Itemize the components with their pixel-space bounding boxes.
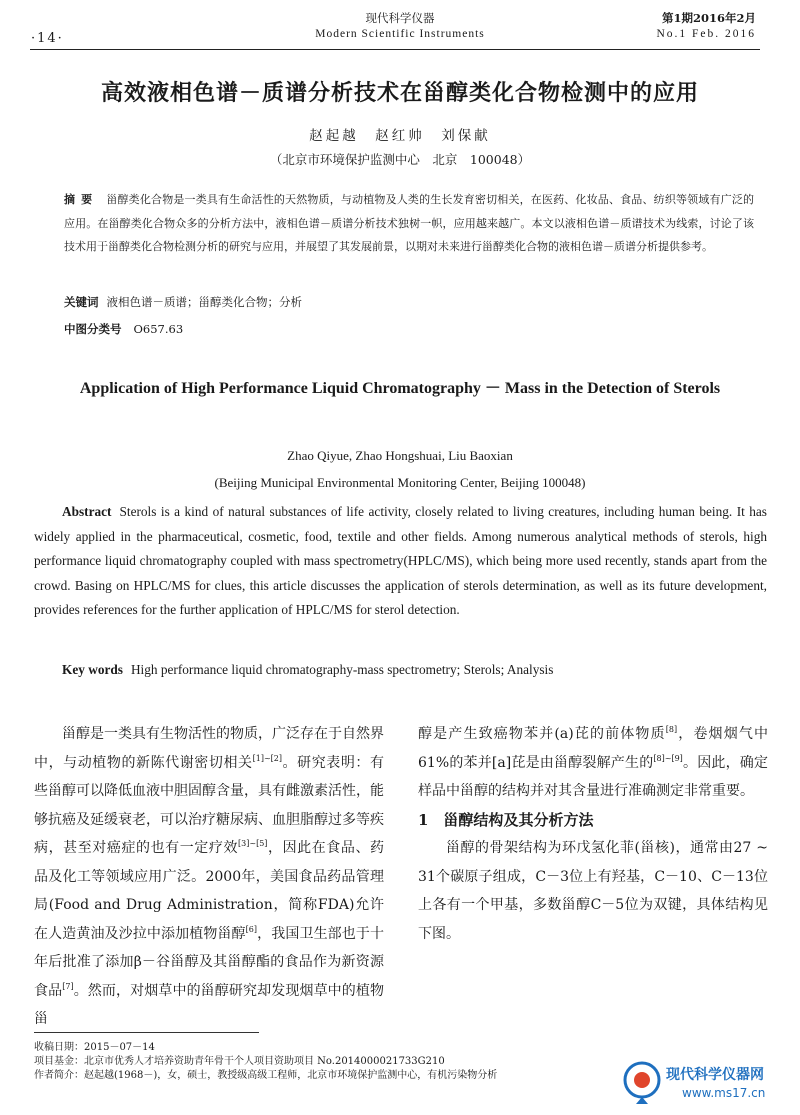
- body-text: ，我国卫生部也于十年后批准了添加β－谷甾醇及其甾醇酯的食品作为新资源食品: [34, 925, 385, 999]
- keywords-cn-text: 液相色谱－质谱；甾醇类化合物；分析: [106, 295, 302, 309]
- watermark-url: www.ms17.cn: [682, 1086, 766, 1100]
- article-title-cn: 高效液相色谱－质谱分析技术在甾醇类化合物检测中的应用: [100, 80, 699, 106]
- watermark-logo-icon: [622, 1060, 662, 1104]
- abstract-cn: [64, 188, 754, 259]
- authors-en: Zhao Qiyue, Zhao Hongshuai, Liu Baoxian: [287, 448, 513, 463]
- author-bio: 作者简介：赵起越(1968－)，女，硕士，教授级高级工程师，北京市环境保护监测中心，有机污染物分析: [34, 1070, 498, 1081]
- body-text: ，因此在食品、药品及化工等领域应用广泛。2000年，美国食品药品管理局(Food and Drug Administration，简称FDA)允许在人造黄油及沙拉中添加植物甾醇: [34, 840, 385, 942]
- received-date: 收稿日期：2015－07－14: [34, 1042, 155, 1053]
- body-text: 。然而，对烟草中的甾醇研究却发现烟草中的植物甾: [34, 982, 385, 1027]
- body-text: 。因此，确定样品中甾醇的结构并对其含量进行准确测定非常重要。: [418, 754, 769, 799]
- body-text: 醇是产生致癌物苯并(a)芘的前体物质: [418, 726, 666, 742]
- keywords-en-label: Key words: [62, 662, 123, 677]
- abstract-cn-label: 摘要: [64, 193, 99, 206]
- header-rule: [30, 49, 760, 50]
- body-paragraph: [34, 720, 384, 1034]
- body-text: 甾醇是一类具有生物活性的物质，广泛存在于自然界中，与动植物的新陈代谢密切相关: [34, 726, 384, 771]
- page-number: ·14·: [31, 31, 64, 46]
- authors-cn: 赵起越 赵红帅 刘保献: [309, 128, 491, 144]
- keywords-en-text: High performance liquid chromatography-mass spectrometry; Sterols; Analysis: [130, 662, 554, 677]
- funding-note: 项目基金：北京市优秀人才培养资助青年骨干个人项目资助项目 No.2014000021733G210: [34, 1056, 445, 1067]
- citation: [8]: [665, 725, 678, 734]
- abstract-cn-text: 甾醇类化合物是一类具有生命活性的天然物质，与动植物及人类的生长发育密切相关，在医药、化妆品、食品、纺织等领域有广泛的应用。在甾醇类化合物众多的分析方法中，液相色谱－质谱分析技术独树一帜，应用越来越广。本文以液相色谱－质谱技术为线索，讨论了该技术用于甾醇类化合物检测分析的研究与应用，并展望了其发展前景，以期对未来进行甾醇类化合物的液相色谱－质谱分析提供参考。: [64, 193, 755, 253]
- body-column-left: [34, 720, 384, 1034]
- keywords-cn: [64, 294, 302, 310]
- keywords-cn-label: 关键词: [64, 295, 99, 309]
- body-paragraph: [418, 720, 768, 806]
- affiliation-cn: （北京市环境保护监测中心 北京 100048）: [269, 152, 531, 167]
- clc-cn-label: 中图分类号: [64, 322, 122, 336]
- watermark-text: 现代科学仪器网: [666, 1067, 764, 1083]
- issue-info: [656, 10, 756, 42]
- citation: [6]: [245, 924, 258, 934]
- clc-cn: [64, 321, 183, 337]
- abstract-en: [34, 500, 767, 623]
- abstract-en-label: Abstract: [62, 504, 112, 519]
- affiliation-en: (Beijing Municipal Environmental Monitoring Center, Beijing 100048): [214, 475, 586, 490]
- abstract-en-text: Sterols is a kind of natural substances of life activity, closely related to living creatures, including human being. It has widely applied in the pharmaceutical, cosmetic, food, textile and other fields. Among numerous analytical methods of sterols, high performance liquid chromatography coupled with mass spectrometry(HPLC/MS), which being more used recently, stands apart from the crowd. Basing on HPLC/MS for clues, this article discusses the application of sterols determination, as well as its future development, provides references for the further application of HPLC/MS for sterol detection.: [34, 504, 767, 617]
- citation: [3]~[5]: [238, 839, 268, 848]
- watermark: [622, 1060, 792, 1106]
- issue-en: No.1 Feb. 2016: [656, 28, 756, 40]
- body-text: ，卷烟烟气中61%的苯并[a]芘是由甾醇裂解产生的: [418, 726, 768, 771]
- body-paragraph: 甾醇的骨架结构为环戊氢化菲(甾核)，通常由27 ~ 31个碳原子组成，C－3位上有羟基，C－10、C－13位上各有一个甲基，多数甾醇C－5位为双键，具体结构见下图。: [418, 840, 768, 942]
- citation: [1]~[2]: [252, 753, 282, 763]
- footnote-rule: [34, 1032, 259, 1033]
- journal-name-cn: 现代科学仪器: [365, 11, 435, 25]
- body-text: 。研究表明：有些甾醇可以降低血液中胆固醇含量，具有雌激素活性，能够抗癌及延缓衰老，可以治疗糖尿病、血胆脂醇过多等疾病，甚至对癌症的也有一定疗效: [34, 754, 385, 856]
- section-heading: 1 甾醇结构及其分析方法: [418, 810, 594, 829]
- body-column-right: [418, 720, 768, 948]
- footnotes: [34, 1041, 497, 1083]
- journal-name-en: Modern Scientific Instruments: [315, 28, 485, 40]
- article-title-en: Application of High Performance Liquid Chromatography － Mass in the Detection of Sterols: [79, 380, 721, 397]
- clc-cn-text: O657.63: [133, 322, 184, 336]
- keywords-en: [62, 662, 553, 678]
- citation: [7]: [62, 981, 74, 991]
- citation: [8]~[9]: [653, 753, 683, 763]
- issue-cn: 第1期2016年2月: [661, 11, 756, 25]
